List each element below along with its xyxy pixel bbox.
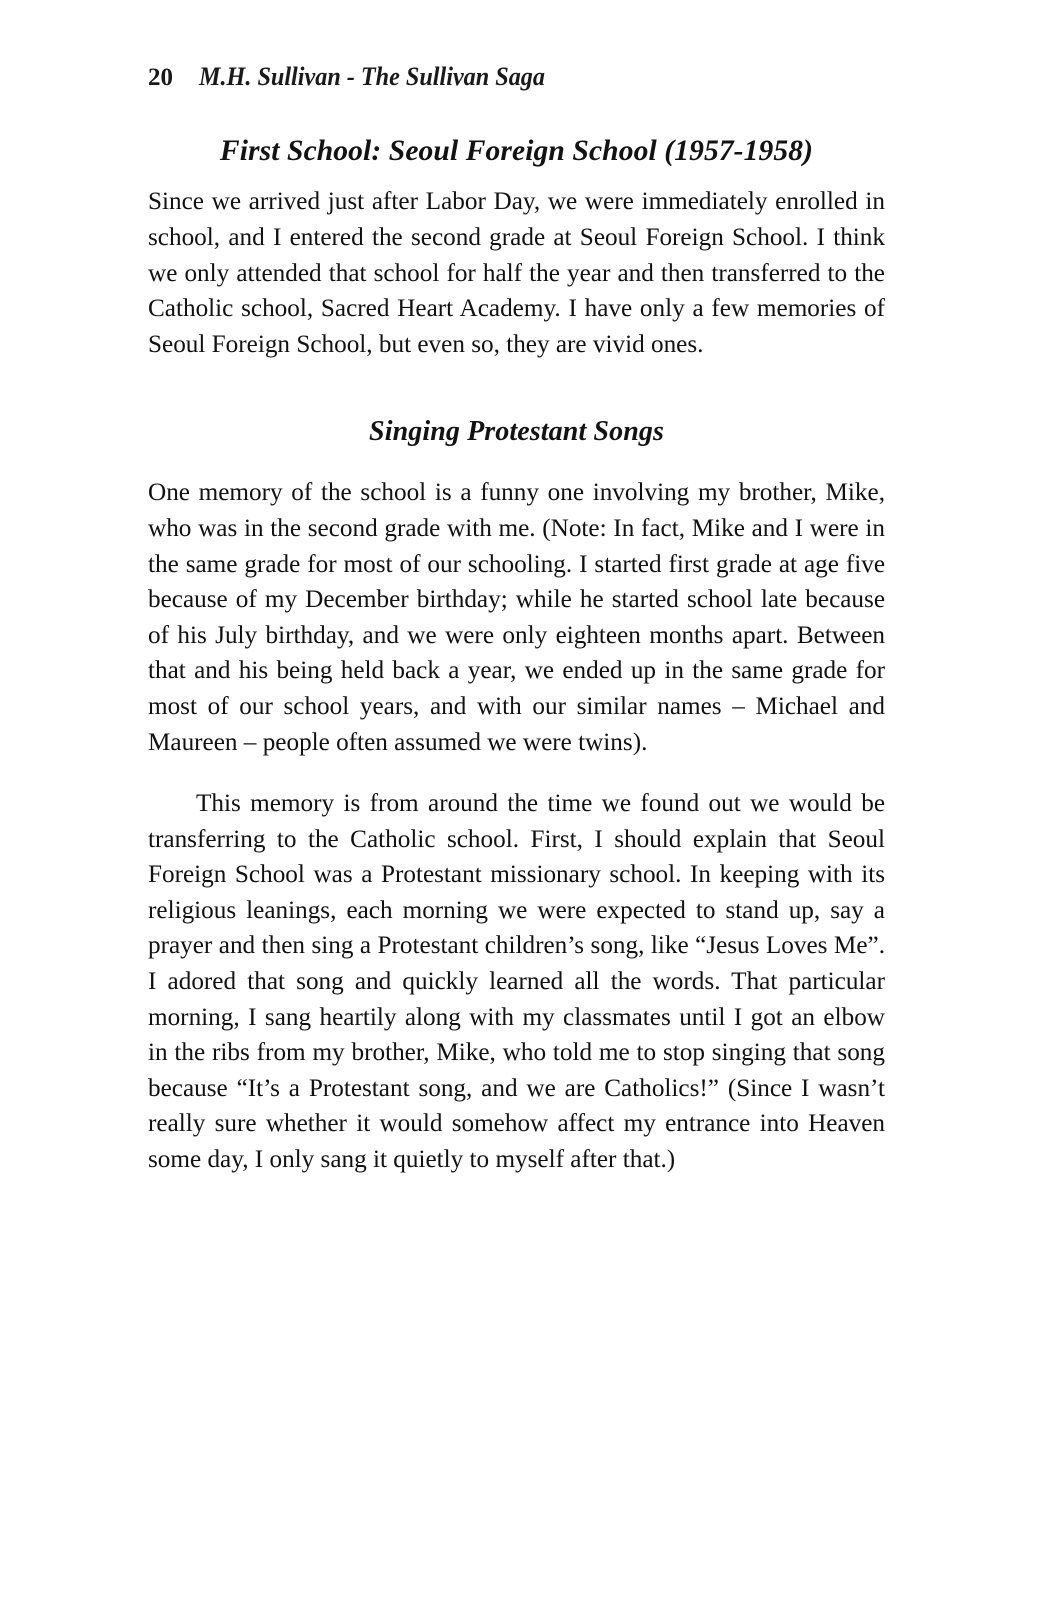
- paragraph-first-school: Since we arrived just after Labor Day, we were immediately enrolled in school, and I entered the second grade at Seoul Foreign School. I think we only attended that school for half the year and then transferred to the Catholic school, Sacred Heart Academy. I have only a few memories of Seoul Foreign School, but even so, they are vivid ones.: [148, 188, 885, 358]
- text-column: [148, 132, 885, 1178]
- running-header: [148, 62, 888, 98]
- paragraph-this-memory: This memory is from around the time we found out we would be transferring to the Catholic school. First, I should explain that Seoul Foreign School was a Protestant missionary school. In keeping with its religious leanings, each morning we were expected to stand up, say a prayer and then sing a Protestant children’s song, like “Jesus Loves Me”. I adored that song and quickly learned all the words. That particular morning, I sang heartily along with my classmates until I got an elbow in the ribs from my brother, Mike, who told me to stop singing that song because “It’s a Protestant song, and we are Catholics!” (Since I wasn’t really sure whether it would somehow affect my entrance into Heaven some day, I only sang it quietly to myself after that.): [148, 790, 885, 1174]
- page-number: 20: [148, 64, 173, 91]
- paragraph-one-memory: One memory of the school is a funny one involving my brother, Mike, who was in the second grade with me. (Note: In fact, Mike and I were in the same grade for most of our schooling. I started first grade at age five because of my December birthday; while he started school late because of his July birthday, and we were only eighteen months apart. Between that and his being held back a year, we ended up in the same grade for most of our school years, and with our similar names – Michael and Maureen – people often assumed we were twins).: [148, 479, 885, 756]
- sub-heading-singing-protestant-songs: Singing Protestant Songs: [369, 416, 664, 448]
- section-heading: First School: Seoul Foreign School (1957-1958): [219, 134, 814, 167]
- running-header-title: M.H. Sullivan - The Sullivan Saga: [199, 62, 545, 91]
